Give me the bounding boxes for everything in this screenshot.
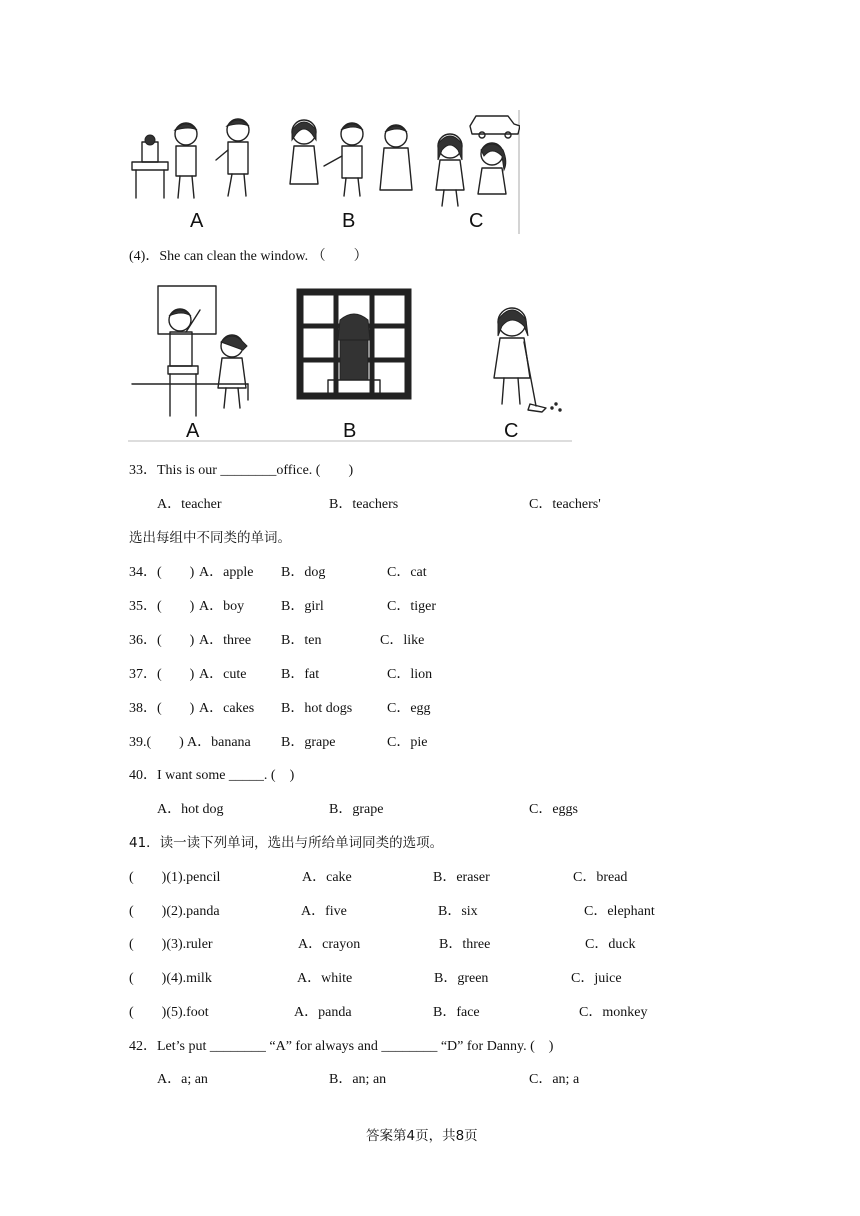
option-c: C．juice [571,971,622,986]
question-number: 38．( ) [129,701,195,716]
question-41-item-5 [129,1004,648,1022]
question-42-option-a: A．a; an [157,1072,208,1087]
figure-2-scene-c [494,308,561,412]
option-c: C．monkey [579,1005,648,1020]
option-a: A．three [199,633,252,648]
option-a: A．cake [302,870,352,885]
option-a: A．cakes [199,701,255,716]
figure-1-scene-a [132,119,249,198]
option-b: B．three [439,937,491,952]
figure-1-label-c: C [469,210,484,232]
option-a: A．five [301,904,347,919]
option-c: C．elephant [584,904,655,919]
option-b: B．eraser [433,870,490,885]
item-word: ( )(3).ruler [129,937,213,952]
option-b: B．girl [281,599,324,614]
option-a: A．apple [199,565,254,580]
option-b: B．grape [281,735,336,750]
item-word: ( )(5).foot [129,1005,209,1020]
option-a: A．cute [199,667,247,682]
option-c: C．duck [585,937,636,952]
question-42-option-b: B．an; an [329,1072,387,1087]
option-a: A．panda [294,1005,352,1020]
page-footer: 答案第4页，共8页 [366,1128,478,1144]
figure-2-label-c: C [504,420,519,442]
question-33-option-b: B．teachers [329,497,399,512]
question-33-stem: 33．This is our ________office. ( ) [129,463,354,478]
question-41-stem: 41．读一读下列单词，选出与所给单词同类的选项。 [129,835,444,851]
option-c: C．egg [387,701,431,716]
item-word: ( )(4).milk [129,971,212,986]
question-33-option-c: C．teachers' [529,497,601,512]
option-b: B．green [434,971,489,986]
question-number: 36．( ) [129,633,195,648]
item-word: ( )(2).panda [129,904,220,919]
section-title: 选出每组中不同类的单词。 [129,530,291,546]
option-c: C．pie [387,735,428,750]
question-40-stem: 40．I want some _____. ( ) [129,768,295,783]
question-38 [129,700,431,718]
option-b: B．six [438,904,478,919]
question-41-item-3 [129,936,636,954]
figure-2-scene-b [300,292,408,396]
option-c: C．tiger [387,599,436,614]
option-b: B．ten [281,633,322,648]
item-word: ( )(1).pencil [129,870,221,885]
question-41-item-4 [129,970,622,988]
question-36 [129,632,425,650]
question-40-option-b: B．grape [329,802,384,817]
option-c: C．lion [387,667,433,682]
question-33-option-a: A．teacher [157,497,222,512]
option-a: A．white [297,971,353,986]
question-40-option-c: C．eggs [529,802,578,817]
option-c: C．bread [573,870,628,885]
figure-2-label-a: A [186,420,200,442]
option-b: B．face [433,1005,480,1020]
question-number: 37．( ) [129,667,195,682]
option-a: A．banana [187,735,251,750]
figure-1 [128,110,520,234]
figure-2-label-b: B [343,420,357,442]
figure-2-scene-a [132,286,248,416]
option-b: B．dog [281,565,326,580]
figure-1-scene-b [290,120,412,196]
figure-2 [128,280,572,444]
option-c: C．cat [387,565,427,580]
question-41-item-1 [129,869,628,887]
figure-1-label-b: B [342,210,356,232]
question-35 [129,598,436,616]
option-b: B．hot dogs [281,701,353,716]
question-34 [129,564,427,582]
question-40-option-a: A．hot dog [157,802,224,817]
question-number: 35．( ) [129,599,195,614]
option-c: C．like [380,633,425,648]
option-a: A．boy [199,599,245,614]
question-37 [129,666,433,684]
option-b: B．fat [281,667,320,682]
option-a: A．crayon [298,937,361,952]
figure-1-scene-c [436,116,520,206]
figure-1-illustration [128,110,520,234]
question-39 [129,734,428,752]
question-42-stem: 42．Let’s put ________ “A” for always and ________ “D” for Danny. ( ) [129,1039,554,1054]
question-41-item-2 [129,903,655,921]
question-42-option-c: C．an; a [529,1072,580,1087]
figure-1-label-a: A [190,210,204,232]
question-number: 34．( ) [129,565,195,580]
question-number: 39.( ) [129,735,184,750]
question-4-stem: (4)．She can clean the window. （ ） [129,249,368,264]
